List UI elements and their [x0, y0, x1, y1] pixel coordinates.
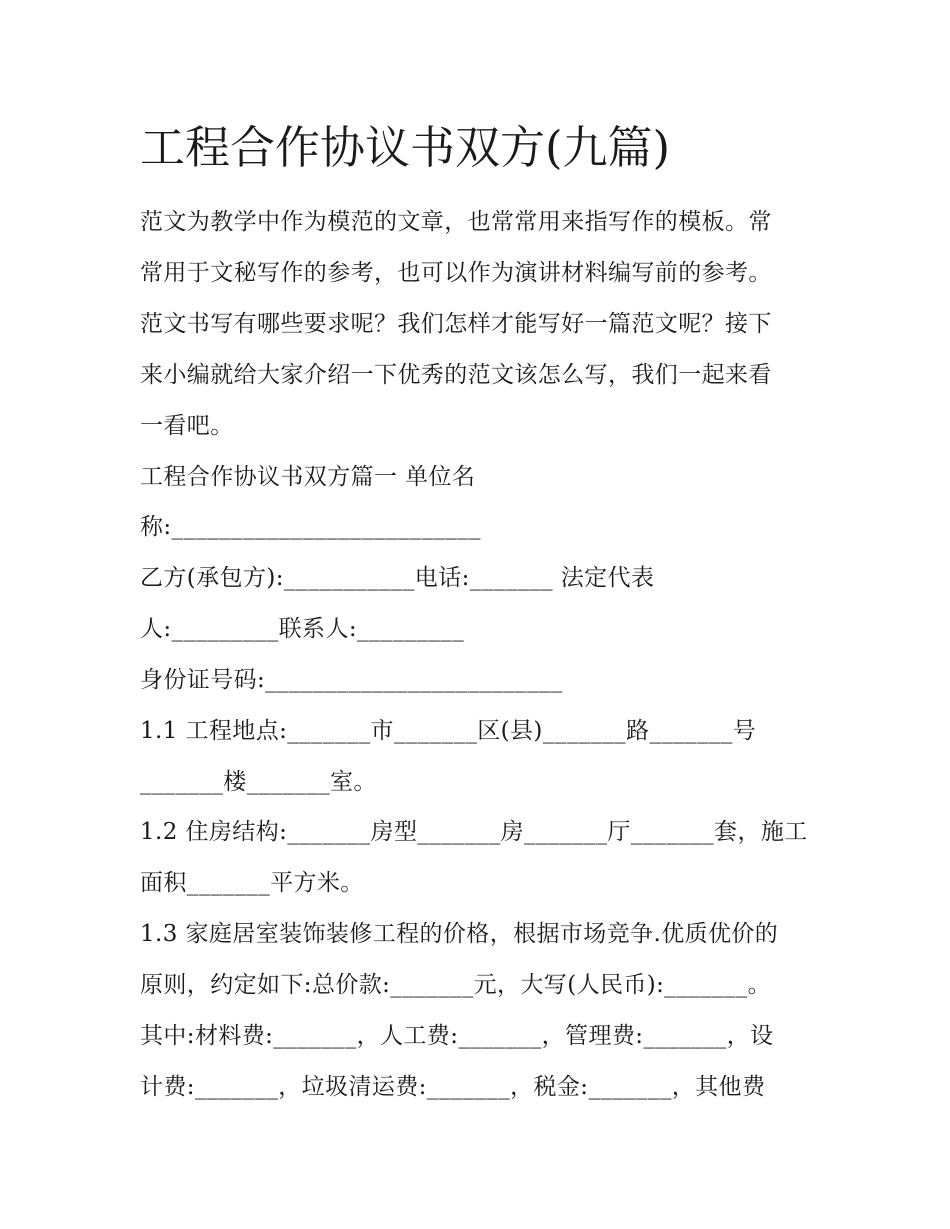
form-line: 乙方(承包方):___________电话:_______ 法定代表: [140, 565, 655, 591]
clause-line: 1.2 住房结构:_______房型_______房_______厅_______套，施工: [140, 819, 808, 845]
clause-line: 计费:_______，垃圾清运费:_______，税金:_______，其他费: [140, 1074, 766, 1100]
clause-line: 面积_______平方米。: [140, 870, 364, 896]
form-line: 称:__________________________: [140, 514, 481, 540]
paragraph-line: 一看吧。: [140, 413, 234, 439]
document-title: 工程合作协议书双方(九篇): [140, 121, 671, 174]
form-line: 身份证号码:_________________________: [140, 667, 563, 693]
paragraph-line: 常用于文秘写作的参考，也可以作为演讲材料编写前的参考。: [140, 260, 772, 286]
section-heading: 工程合作协议书双方篇一 单位名: [140, 464, 476, 490]
clause-line: 1.1 工程地点:_______市_______区(县)_______路_______号: [140, 718, 757, 744]
clause-line: 1.3 家庭居室装饰装修工程的价格，根据市场竞争.优质优价的: [140, 921, 779, 947]
clause-line: _______楼_______室。: [140, 769, 377, 795]
paragraph-line: 来小编就给大家介绍一下优秀的范文该怎么写，我们一起来看: [140, 362, 772, 388]
form-line: 人:_________联系人:_________: [140, 616, 465, 642]
paragraph-line: 范文为教学中作为模范的文章，也常常用来指写作的模板。常: [140, 209, 772, 235]
paragraph-line: 范文书写有哪些要求呢？我们怎样才能写好一篇范文呢？接下: [140, 311, 772, 337]
clause-line: 其中:材料费:_______，人工费:_______，管理费:_______，设: [140, 1023, 774, 1049]
clause-line: 原则，约定如下:总价款:_______元，大写(人民币):_______。: [140, 972, 771, 998]
